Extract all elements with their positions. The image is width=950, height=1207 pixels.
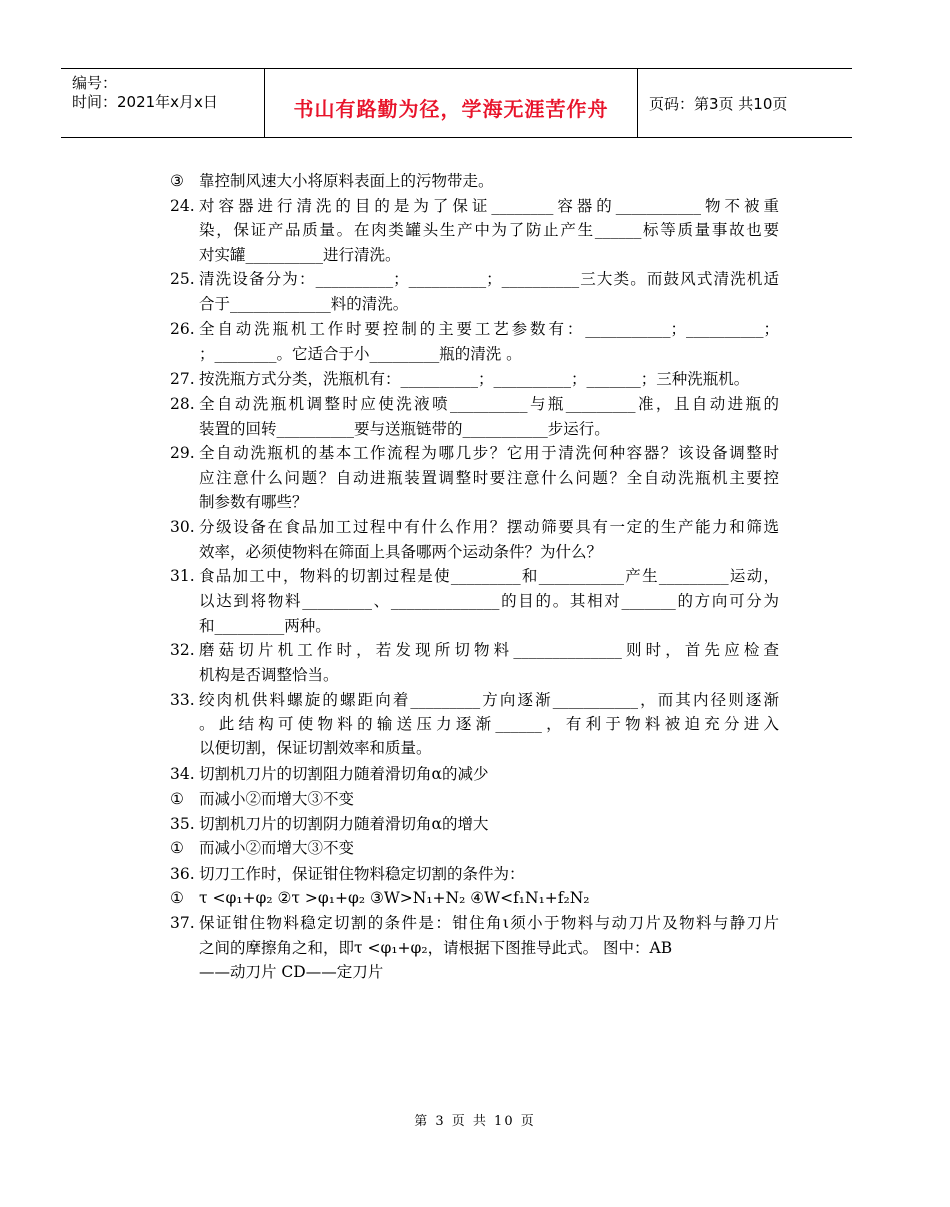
question-line: 清洗设备分为：__________；__________；__________三大类。而鼓风式清洗机适	[199, 270, 779, 288]
line-number: 24.	[170, 197, 195, 215]
question-line: 全自动洗瓶机工作时要控制的主要工艺参数有：___________；__________；	[199, 320, 779, 338]
question-line: τ <φ₁+φ₂ ②τ >φ₁+φ₂ ③W>N₁+N₂ ④W<f₁N₁+f₂N₂	[199, 889, 590, 907]
question-line: 切割机刀片的切割阻力随着滑切角α的减少	[199, 765, 489, 783]
line-number: 26.	[170, 320, 195, 338]
line-number: ①	[170, 889, 184, 907]
line-number: 33.	[170, 691, 195, 709]
document-header	[61, 68, 852, 138]
question-line: 保证钳住物料稳定切割的条件是：钳住角ι须小于物料与动刀片及物料与静刀片	[199, 914, 779, 932]
line-number: 35.	[170, 815, 195, 833]
line-number: ①	[170, 790, 184, 808]
time-label: 时间：2021年x月x日	[72, 93, 218, 111]
line-number: 27.	[170, 370, 195, 388]
question-line: 以便切割，保证切割效率和质量。	[199, 739, 432, 757]
question-line: 装置的回转__________要与送瓶链带的___________步运行。	[199, 420, 610, 438]
line-number: 37.	[170, 914, 195, 932]
question-line: 染，保证产品质量。在肉类罐头生产中为了防止产生______标等质量事故也要	[199, 221, 779, 239]
question-line: 食品加工中，物料的切割过程是使_________和___________产生_________运动，	[199, 567, 779, 585]
question-line: 绞肉机供料螺旋的螺距向着_________方向逐渐___________，而其内径则逐渐	[199, 691, 779, 709]
header-motto-cell	[265, 69, 638, 137]
line-number: ③	[170, 172, 184, 190]
line-number: 25.	[170, 270, 195, 288]
question-line: 之间的摩擦角之和，即τ <φ₁+φ₂，请根据下图推导此式。 图中：AB	[199, 939, 673, 957]
question-line: 分级设备在食品加工过程中有什么作用？摆动筛要具有一定的生产能力和筛选	[199, 518, 779, 536]
line-number: 31.	[170, 567, 195, 585]
question-line: 合于_____________料的清洗。	[199, 295, 409, 313]
question-line: 而减小②而增大③不变	[199, 839, 355, 857]
question-line: ——动刀片 CD——定刀片	[199, 963, 384, 981]
question-line: 效率，必须使物料在筛面上具备哪两个运动条件？为什么？	[199, 543, 603, 561]
page-info: 页码：第3页 共10页	[649, 95, 788, 113]
question-line: 靠控制风速大小将原料表面上的污物带走。	[199, 172, 494, 190]
line-number: 30.	[170, 518, 195, 536]
question-line: 磨菇切片机工作时，若发现所切物料______________则时，首先应检查	[199, 641, 779, 659]
question-line: 以达到将物料_________、______________的目的。其相对_______的方向可分为	[199, 592, 779, 610]
line-number: 29.	[170, 444, 195, 462]
question-line: 全自动洗瓶机的基本工作流程为哪几步？它用于清洗何种容器？该设备调整时	[199, 444, 779, 462]
serial-label: 编号：	[72, 74, 118, 92]
question-line: 机构是否调整恰当。	[199, 666, 339, 684]
question-line: 对实罐__________进行清洗。	[199, 246, 401, 264]
line-number: 28.	[170, 395, 195, 413]
motto-text: 书山有路勤为径，学海无涯苦作舟	[293, 97, 609, 121]
question-line: 按洗瓶方式分类，洗瓶机有：__________；__________；_______；三种洗瓶机。	[199, 370, 750, 388]
line-number: 32.	[170, 641, 195, 659]
question-line: 全自动洗瓶机调整时应使洗液喷__________与瓶_________准，且自动进瓶的	[199, 395, 779, 413]
question-line: 而减小②而增大③不变	[199, 790, 355, 808]
line-number: ①	[170, 839, 184, 857]
header-left-cell	[61, 69, 265, 137]
question-line: 对容器进行清洗的目的是为了保证________容器的___________物不被重	[199, 197, 779, 215]
line-number: 34.	[170, 765, 195, 783]
page-footer: 第 3 页 共 10 页	[414, 1114, 536, 1129]
line-number: 36.	[170, 865, 195, 883]
question-line: 切刀工作时，保证钳住物料稳定切割的条件为：	[199, 865, 525, 883]
question-line: ；________。它适合于小_________瓶的清洗 。	[199, 345, 522, 363]
question-line: 应注意什么问题？自动进瓶装置调整时要注意什么问题？全自动洗瓶机主要控	[199, 469, 779, 487]
question-line: 。此结构可使物料的输送压力逐渐______，有利于物料被迫充分进入	[199, 715, 779, 733]
question-line: 和_________两种。	[199, 617, 331, 635]
question-line: 切割机刀片的切割阴力随着滑切角α的增大	[199, 815, 489, 833]
header-page-cell	[638, 69, 852, 137]
question-line: 制参数有哪些？	[199, 493, 308, 511]
